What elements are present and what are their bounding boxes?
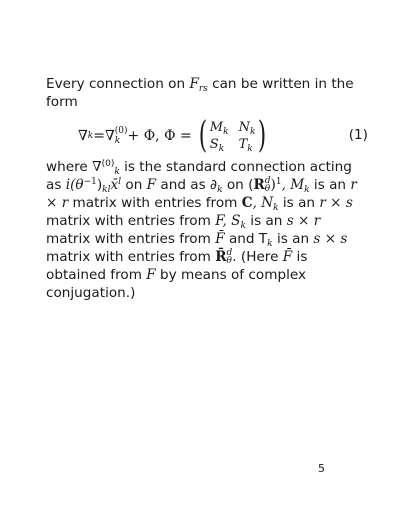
text: can be written in the form bbox=[46, 76, 354, 110]
equation-number: (1) bbox=[348, 127, 368, 143]
paren-right: ) bbox=[258, 115, 267, 156]
page-number: 5 bbox=[318, 462, 325, 475]
sup: l bbox=[118, 177, 122, 187]
text: is the standard connection acting as bbox=[46, 159, 352, 193]
sub-k: k bbox=[273, 203, 279, 213]
sub-k: k bbox=[267, 239, 273, 249]
matrix-S bbox=[210, 137, 229, 152]
text: is an bbox=[278, 195, 320, 211]
text: matrix with entries from bbox=[46, 231, 216, 247]
equation-body: ∇ k = ∇ (0) k + Φ, Φ = ( $M_k$ $N_k$ $S_k$ $T_k$ ) bbox=[78, 116, 269, 156]
text: by means of complex conjugation.) bbox=[46, 267, 307, 301]
sub-k: k bbox=[249, 127, 256, 137]
text: and T bbox=[224, 231, 268, 247]
sup-sub-stack bbox=[115, 126, 128, 146]
sup-d: d bbox=[264, 176, 271, 186]
sup-d: d bbox=[226, 248, 233, 258]
text: matrix with entries from bbox=[68, 195, 242, 211]
text: . (Here bbox=[232, 249, 283, 265]
paragraph-definitions bbox=[46, 158, 364, 302]
math: r × s bbox=[319, 195, 353, 211]
math: ) bbox=[270, 177, 276, 193]
sub-k: k bbox=[240, 221, 246, 231]
math: r × r bbox=[46, 177, 357, 211]
nabla: ∇ bbox=[104, 128, 115, 144]
math-sub: rs bbox=[198, 84, 208, 94]
sub-k: k bbox=[247, 144, 253, 154]
nabla: ∇ bbox=[78, 128, 88, 144]
sub-k: k bbox=[304, 185, 310, 195]
M: M bbox=[209, 120, 224, 135]
sup-zero: (0) bbox=[114, 126, 128, 136]
sub-k: k bbox=[217, 185, 223, 195]
sup-zero: (0) bbox=[101, 159, 115, 169]
N: N bbox=[238, 120, 250, 135]
math-N: , N bbox=[252, 195, 274, 211]
paragraph-intro bbox=[46, 75, 364, 111]
sup: 1 bbox=[275, 177, 282, 187]
math-Rbar: R̄ bbox=[215, 249, 227, 265]
matrix-T bbox=[239, 137, 256, 152]
math: i(θ bbox=[65, 177, 84, 193]
paren-left: ( bbox=[198, 115, 207, 156]
text: matrix with entries from bbox=[46, 213, 216, 229]
math-R: R bbox=[253, 177, 265, 193]
matrix-M bbox=[210, 120, 229, 135]
text: Every connection on bbox=[46, 76, 190, 92]
math-M: , M bbox=[281, 177, 305, 193]
math: ) bbox=[96, 177, 103, 193]
nabla: ∇ bbox=[92, 159, 102, 175]
sub-theta: θ bbox=[264, 184, 271, 194]
matrix-grid bbox=[210, 120, 256, 152]
math-F: F bbox=[146, 267, 156, 283]
math-Fbar: F̄ bbox=[282, 249, 293, 265]
math-F: F bbox=[146, 177, 157, 193]
sub-k: k bbox=[223, 127, 229, 137]
math-F: F bbox=[215, 213, 223, 229]
matrix-N bbox=[239, 120, 256, 135]
sup: −1 bbox=[83, 177, 97, 187]
sub: kl bbox=[102, 185, 111, 195]
text: and as ∂ bbox=[156, 177, 218, 193]
text: matrix with entries from bbox=[46, 249, 216, 265]
T: T bbox=[238, 137, 248, 152]
equation-1 bbox=[78, 116, 368, 156]
math: s × s bbox=[313, 231, 348, 247]
sub-k: k bbox=[114, 136, 121, 146]
matrix-phi bbox=[196, 115, 270, 156]
sub-theta: θ bbox=[226, 256, 232, 266]
text: is an bbox=[245, 213, 287, 229]
text: is an bbox=[309, 177, 351, 193]
sub-k: k bbox=[218, 144, 225, 154]
text: is an bbox=[272, 231, 314, 247]
text: where bbox=[46, 159, 93, 175]
equals: = bbox=[93, 128, 105, 144]
math-S: , S bbox=[222, 213, 241, 229]
text: is obtained from bbox=[46, 249, 308, 283]
text: on ( bbox=[222, 177, 254, 193]
plus-phi: + Φ, Φ = bbox=[127, 128, 192, 144]
math-C: C bbox=[241, 195, 253, 211]
text: on bbox=[121, 177, 147, 193]
sub-k: k bbox=[114, 167, 120, 177]
math-F: F bbox=[189, 76, 199, 92]
math-Fbar: F̄ bbox=[215, 231, 225, 247]
math: x̄ bbox=[110, 177, 119, 193]
S: S bbox=[209, 137, 219, 152]
math: s × r bbox=[286, 213, 321, 229]
